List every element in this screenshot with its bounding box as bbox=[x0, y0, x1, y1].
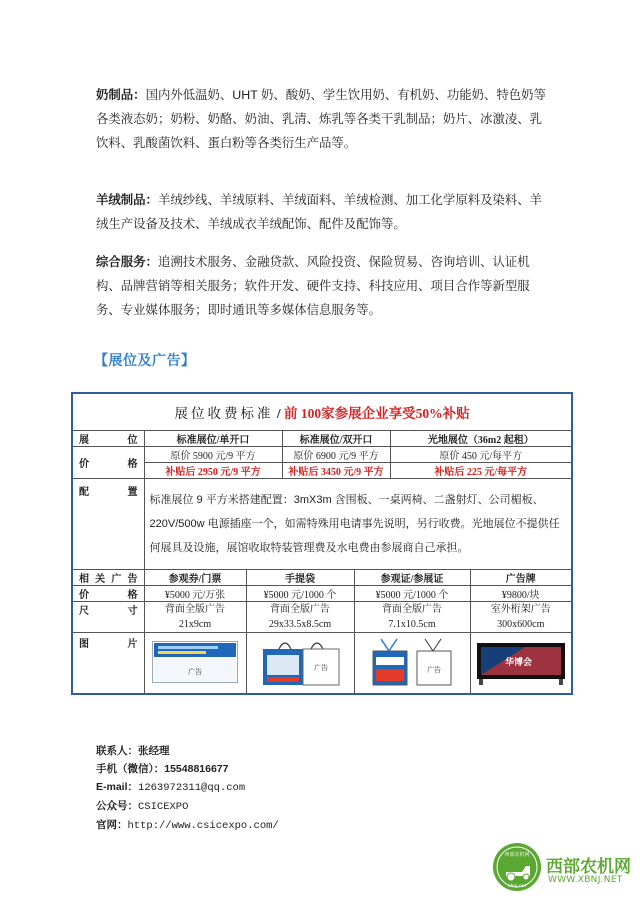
price-double: 原价 6900 元/9 平方 bbox=[282, 447, 390, 463]
contact-phone-label: 手机（微信）： bbox=[96, 763, 165, 775]
row-label-ads: 相关广告 bbox=[72, 570, 144, 586]
watermark-logo bbox=[492, 838, 632, 898]
contact-phone bbox=[96, 760, 279, 778]
table-row bbox=[72, 463, 572, 479]
size-desc: 背面全版广告 bbox=[165, 604, 225, 615]
booth-double: 标准展位/双开口 bbox=[282, 431, 390, 447]
header-pct: 50% bbox=[415, 406, 443, 421]
contact-wechat-label: 公众号： bbox=[96, 800, 138, 812]
paragraph-label: 羊绒制品： bbox=[96, 193, 158, 207]
contact-site-label: 官网： bbox=[96, 819, 128, 831]
config-text: 标准展位 9 平方米搭建配置：3mX3m 含围板、一桌两椅、二盏射灯、公司楣板、220V/500w 电源插座一个，如需特殊用电请事先说明，另行收费。光地展位不提供任何展具及设施，展馆收取特装管理费及水电费由参展商自己承担。 bbox=[144, 479, 572, 570]
contact-email-value: 1263972311@qq.com bbox=[138, 782, 246, 794]
row-label-price: 价 格 bbox=[72, 447, 144, 479]
ad-price-ticket: ¥5000 元/万张 bbox=[144, 586, 246, 602]
ad-billboard: 广告牌 bbox=[470, 570, 572, 586]
header-sep: / bbox=[276, 406, 281, 421]
subsidy-double: 补贴后 3450 元/9 平方 bbox=[282, 463, 390, 479]
contact-email-label: E-mail： bbox=[96, 781, 139, 793]
size-billboard bbox=[470, 602, 572, 633]
logo-url: WWW.XBNJ.NET bbox=[548, 875, 623, 885]
subsidy-raw: 补贴后 225 元/每平方 bbox=[390, 463, 572, 479]
table-row bbox=[72, 431, 572, 447]
paragraph-text: 羊绒纱线、羊绒原料、羊绒面料、羊绒检测、加工化学原料及染料、羊绒生产设备及技术、羊绒成衣羊绒配饰、配件及配饰等。 bbox=[96, 193, 543, 231]
paragraph-services bbox=[96, 250, 551, 322]
logo-name: 西部农机网 bbox=[546, 857, 631, 877]
size-ticket bbox=[144, 602, 246, 633]
paragraph-label: 奶制品： bbox=[96, 88, 146, 102]
ad-price-billboard: ¥9800/块 bbox=[470, 586, 572, 602]
size-value: 300x600cm bbox=[497, 619, 545, 630]
row-label-config: 配 置 bbox=[72, 479, 144, 570]
price-raw: 原价 450 元/每平方 bbox=[390, 447, 572, 463]
paragraph-cashmere bbox=[96, 188, 551, 236]
row-label-booth: 展 位 bbox=[72, 431, 144, 447]
ad-price-bag: ¥5000 元/1000 个 bbox=[246, 586, 354, 602]
billboard-image bbox=[475, 639, 567, 685]
billboard-text: 华博会 bbox=[504, 657, 532, 668]
pic-badge bbox=[354, 633, 470, 695]
badge-image bbox=[367, 637, 457, 687]
logo-badge-icon bbox=[492, 842, 542, 892]
contact-person-label: 联系人： bbox=[96, 745, 138, 757]
table-row bbox=[72, 447, 572, 463]
subsidy-single: 补贴后 2950 元/9 平方 bbox=[144, 463, 282, 479]
paragraph-label: 综合服务： bbox=[96, 255, 158, 269]
size-badge bbox=[354, 602, 470, 633]
size-desc: 室外桁架广告 bbox=[490, 604, 551, 615]
row-label-size: 尺 寸 bbox=[72, 602, 144, 633]
price-single: 原价 5900 元/9 平方 bbox=[144, 447, 282, 463]
size-value: 7.1x10.5cm bbox=[388, 619, 436, 630]
contact-email bbox=[96, 778, 279, 797]
size-value: 21x9cm bbox=[178, 619, 212, 630]
paragraph-text: 追溯技术服务、金融贷款、风险投资、保险贸易、咨询培训、认证机构、品牌营销等相关服务；软件开发、硬件支持、科技应用、项目合作等新型服务、专业媒体服务；即时通讯等多媒体信息服务等。 bbox=[96, 255, 530, 317]
ad-badge: 参观证/参展证 bbox=[354, 570, 470, 586]
header-suffix: 补贴 bbox=[442, 406, 470, 421]
bag-ad-text: 广告 bbox=[314, 663, 328, 672]
pic-billboard bbox=[470, 633, 572, 695]
table-row bbox=[72, 479, 572, 570]
size-bag bbox=[246, 602, 354, 633]
contact-site bbox=[96, 816, 279, 835]
ticket-image bbox=[152, 641, 238, 683]
size-desc: 背面全版广告 bbox=[270, 604, 330, 615]
ad-price-badge: ¥5000 元/1000 个 bbox=[354, 586, 470, 602]
fee-table bbox=[71, 392, 573, 695]
table-header bbox=[72, 393, 572, 431]
logo-badge-bottom: xbnj.net bbox=[507, 884, 527, 889]
contact-wechat-value: CSICEXPO bbox=[138, 801, 189, 813]
pic-bag bbox=[246, 633, 354, 695]
section-title: 【展位及广告】 bbox=[94, 352, 196, 368]
contact-wechat bbox=[96, 797, 279, 816]
ad-bag: 手提袋 bbox=[246, 570, 354, 586]
contact-person-value: 张经理 bbox=[138, 745, 170, 757]
table-row bbox=[72, 633, 572, 695]
contact-phone-value: 15548816677 bbox=[164, 763, 229, 775]
table-row bbox=[72, 570, 572, 586]
booth-single: 标准展位/单开口 bbox=[144, 431, 282, 447]
logo-badge-top: 西部农机网 bbox=[504, 852, 530, 858]
paragraph-dairy bbox=[96, 83, 551, 155]
paragraph-text: 国内外低温奶、UHT 奶、酸奶、学生饮用奶、有机奶、功能奶、特色奶等各类液态奶；奶粉、奶酪、奶油、乳清、炼乳等各类干乳制品；奶片、冰激凌、乳饮料、乳酸菌饮料、蛋白粉等各类衍生产品等。 bbox=[96, 88, 546, 150]
contact-block bbox=[96, 742, 279, 835]
bag-image bbox=[255, 637, 345, 687]
table-row bbox=[72, 602, 572, 633]
size-desc: 背面全版广告 bbox=[382, 604, 442, 615]
header-mid: 家参展企业享受 bbox=[321, 406, 416, 421]
header-prefix: 前 bbox=[283, 406, 298, 421]
table-row bbox=[72, 586, 572, 602]
contact-person bbox=[96, 742, 279, 760]
row-label-ad-price: 价 格 bbox=[72, 586, 144, 602]
size-value: 29x33.5x8.5cm bbox=[268, 619, 332, 630]
header-num: 100 bbox=[300, 406, 322, 421]
booth-raw: 光地展位（36m2 起租） bbox=[390, 431, 572, 447]
ticket-ad-text: 广告 bbox=[188, 667, 202, 676]
row-label-pic: 图 片 bbox=[72, 633, 144, 695]
badge-ad-text: 广告 bbox=[427, 665, 441, 674]
header-main: 展位收费标准 bbox=[174, 406, 274, 421]
ad-ticket: 参观券/门票 bbox=[144, 570, 246, 586]
contact-site-value: http://www.csicexpo.com/ bbox=[127, 820, 279, 832]
pic-ticket bbox=[144, 633, 246, 695]
